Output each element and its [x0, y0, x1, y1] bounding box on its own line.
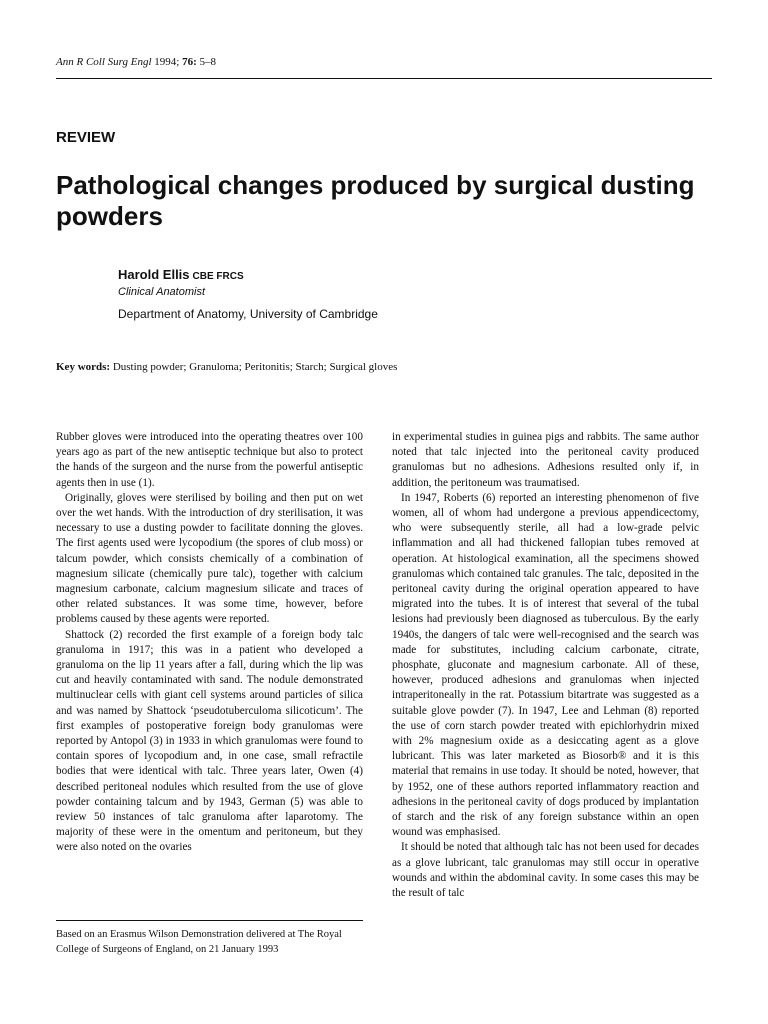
header-rule	[56, 78, 712, 79]
keywords	[56, 361, 397, 373]
paragraph: Originally, gloves were sterilised by boiling and then put on wet over the wet hands. With the introduction of dry sterilisation, it was necessary to use a dusting powder to facilitate donning the gloves. The first agents used were lycopodium (the spores of club moss) or talcum powder, which consists chemically of a combination of magnesium silicate (chemically pure talc), together with calcium magnesium carbonate, calcium magnesium silicate and traces of other related substances. It was some time, however, before problems caused by these agents were reported.	[56, 491, 363, 626]
journal-year: 1994;	[154, 56, 180, 68]
body-column-left	[56, 430, 363, 856]
paragraph: Shattock (2) recorded the first example of a foreign body talc granuloma in 1917; this was in a patient who developed a granuloma on the lip 11 years after a fall, during which the lip was cut and heavily contaminated with sand. The nodule demonstrated multinuclear cells with giant cell systems around particles of silica and was named by Shattock ‘pseudotuberculoma silicoticum’. The first examples of postoperative foreign body granulomas were reported by Antopol (3) in 1933 in which granulomas were found to contain spores of lycopodium and, in one case, small refractile bodies that were identical with talc. Three years later, Owen (4) described peritoneal nodules which resulted from the use of glove powder containing talcum and by 1943, German (5) was able to review 50 instances of talc granuloma after laparotomy. The majority of these were in the omentum and peritoneum, but they were also noted on the ovaries	[56, 628, 363, 854]
journal-name: Ann R Coll Surg Engl	[56, 56, 152, 68]
author-affiliation: Department of Anatomy, University of Cambridge	[118, 307, 378, 321]
journal-volume: 76:	[182, 56, 197, 68]
keywords-text: Dusting powder; Granuloma; Peritonitis; Starch; Surgical gloves	[112, 361, 398, 373]
footnote: Based on an Erasmus Wilson Demonstration delivered at The Royal College of Surgeons of England, on 21 January 1993	[56, 929, 342, 955]
article-title: Pathological changes produced by surgical dusting powders	[56, 170, 695, 231]
running-header	[56, 56, 216, 68]
paragraph: It should be noted that although talc has not been used for decades as a glove lubricant, talc granulomas may still occur in operative wounds and within the abdominal cavity. In some cases this may be the result of talc	[392, 841, 699, 900]
paragraph: In 1947, Roberts (6) reported an interesting phenomenon of five women, all of whom had undergone a previous appendicectomy, who were subsequently sterile, all had a low-grade pelvic inflammation and all had thickened fallopian tubes removed at operation. At histological examination, all the specimens showed granulomas which contained talc granules. The talc, deposited in the peritoneal cavity during the original operation appeared to have migrated into the tubes. It is of interest that several of the tubal lesions had previously been diagnosed as tuberculous. By the early 1940s, the dangers of talc were well-recognised and the search was made for substitutes, including calcium carbonate, citrate, phosphate, gluconate and magnesium carbonate. All of these, however, produced adhesions and granulomas when injected intraperitoneally in the rat. Potassium bitartrate was suggested as a suitable glove powder (7). In 1947, Lee and Lehman (8) reported the use of corn starch powder treated with epichlorhydrin mixed with 2% magnesium oxide as a desiccating agent as a glove lubricant. This was later marketed as Biosorb® and it is this material that remains in use today. It should be noted, however, that by 1952, one of these authors reported inflammatory reaction and adhesions in the peritoneal cavity of dogs produced by implantation of starch and the risk of any foreign substance within an open wound was emphasised.	[392, 491, 699, 839]
author-role: Clinical Anatomist	[118, 286, 206, 298]
footnote-rule	[56, 920, 363, 921]
paragraph: in experimental studies in guinea pigs and rabbits. The same author noted that talc injected into the peritoneal cavity produced granulomas but no adhesions. Adhesions resulted only if, in addition, the peritoneum was traumatised.	[392, 431, 699, 489]
paragraph: Rubber gloves were introduced into the operating theatres over 100 years ago as part of the new antiseptic technique but also to protect the hands of the surgeon and the nurse from the powerful antiseptic agents then in use (1).	[56, 431, 363, 489]
keywords-label: Key words:	[56, 361, 111, 373]
author-name: Harold Ellis	[118, 267, 190, 282]
journal-pages: 5–8	[199, 56, 217, 68]
body-column-right	[392, 430, 699, 901]
section-label: REVIEW	[56, 129, 116, 146]
author-postnominals: CBE FRCS	[192, 271, 244, 282]
author-line	[118, 267, 244, 282]
